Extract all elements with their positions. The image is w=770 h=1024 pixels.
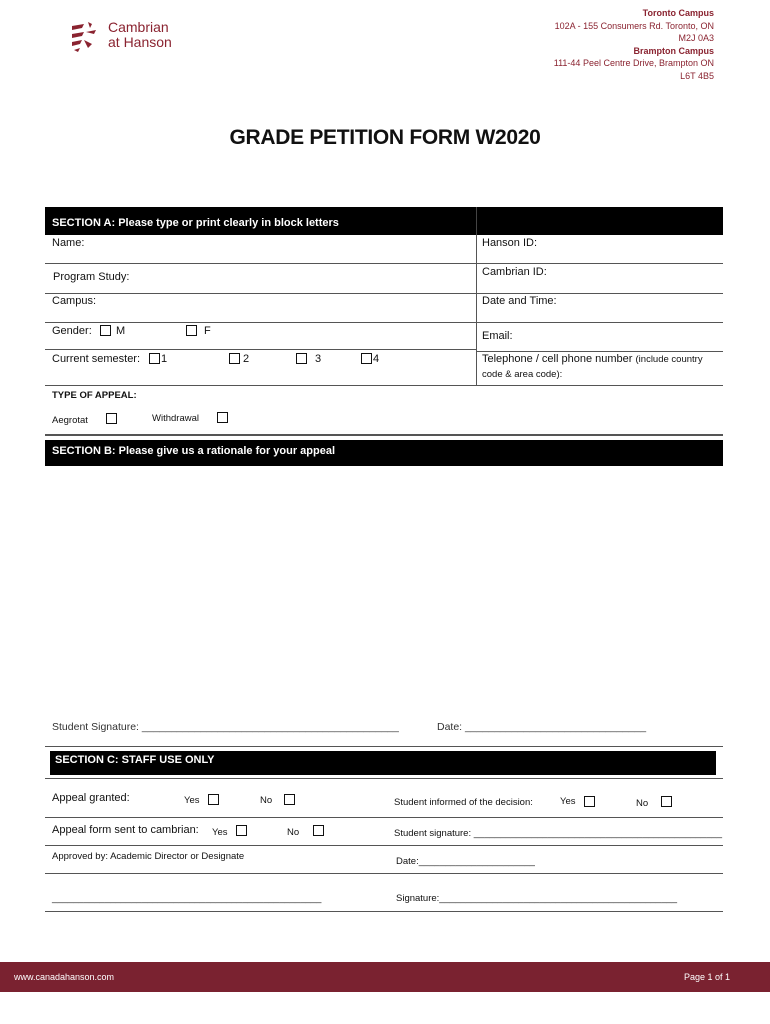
section-b-header: [45, 440, 723, 466]
sent-no-checkbox[interactable]: [313, 825, 324, 836]
approval-date-line[interactable]: Date:______________________: [396, 856, 535, 867]
appeal-granted-yes-label: Yes: [184, 795, 200, 806]
campus-label: Campus:: [52, 295, 97, 307]
approval-signature-line[interactable]: Signature:_____________________________________________: [396, 893, 678, 904]
semester-4-label: 4: [373, 353, 380, 365]
section-c-header-text: SECTION C: STAFF USE ONLY: [55, 754, 215, 766]
section-a-header-text: SECTION A: Please type or print clearly in block letters: [52, 217, 339, 229]
semester-2-checkbox[interactable]: [229, 353, 240, 364]
aegrotat-label: Aegrotat: [52, 415, 88, 426]
current-semester-label: Current semester:: [52, 353, 141, 365]
gender-m-label: M: [116, 325, 126, 337]
withdrawal-label: Withdrawal: [152, 413, 199, 424]
gender-m-checkbox[interactable]: [100, 325, 111, 336]
approver-line[interactable]: ___________________________________________________: [52, 893, 322, 904]
sent-yes-checkbox[interactable]: [236, 825, 247, 836]
student-informed-no-checkbox[interactable]: [661, 796, 672, 807]
section-a-bottom-border: [45, 434, 723, 436]
toronto-address-line-2: M2J 0A3: [678, 33, 714, 43]
student-signature-staff-line[interactable]: Student signature: _______________________________________________: [394, 828, 723, 839]
student-informed-no-label: No: [636, 798, 649, 809]
semester-2-label: 2: [243, 353, 250, 365]
program-study-label: Program Study:: [53, 271, 130, 283]
rationale-area[interactable]: [45, 466, 723, 711]
telephone-note-2: code & area code):: [482, 369, 563, 380]
footer-website-link[interactable]: www.canadahanson.com: [14, 972, 115, 982]
divider: [45, 845, 723, 846]
student-informed-yes-checkbox[interactable]: [584, 796, 595, 807]
divider: [45, 911, 723, 912]
header-divider: [476, 207, 477, 235]
row-divider: [476, 351, 723, 352]
gender-f-label: F: [204, 325, 211, 337]
divider: [45, 778, 723, 779]
section-a-header: [45, 207, 723, 235]
appeal-granted-no-label: No: [260, 795, 273, 806]
aegrotat-checkbox[interactable]: [106, 413, 117, 424]
telephone-label: [482, 353, 703, 365]
appeal-granted-label: Appeal granted:: [52, 792, 130, 804]
cambrian-id-label: Cambrian ID:: [482, 266, 547, 278]
form-title: GRADE PETITION FORM W2020: [229, 126, 541, 149]
telephone-label-text: Telephone / cell phone number: [482, 353, 633, 365]
section-c-header: [50, 751, 716, 775]
campus-addresses: [554, 7, 714, 82]
divider: [45, 817, 723, 818]
email-label: Email:: [482, 330, 513, 342]
student-informed-yes-label: Yes: [560, 796, 576, 807]
footer-page-number: Page 1 of 1: [683, 972, 730, 982]
logo-text: [108, 20, 172, 50]
section-b-header-text: SECTION B: Please give us a rationale for your appeal: [52, 445, 336, 457]
sent-to-cambrian-label: Appeal form sent to cambrian:: [52, 824, 199, 836]
semester-1-label: 1: [161, 353, 168, 365]
row-divider: [45, 263, 723, 264]
row-divider: [45, 322, 723, 323]
row-divider: [45, 385, 723, 386]
hanson-id-label: Hanson ID:: [482, 237, 538, 249]
toronto-address-line-1: 102A - 155 Consumers Rd. Toronto, ON: [554, 20, 714, 31]
appeal-granted-yes-checkbox[interactable]: [208, 794, 219, 805]
gender-f-checkbox[interactable]: [186, 325, 197, 336]
row-divider: [45, 293, 723, 294]
date-time-label: Date and Time:: [482, 295, 557, 307]
semester-1-checkbox[interactable]: [149, 353, 160, 364]
brampton-address-line-1: 111-44 Peel Centre Drive, Brampton ON: [553, 58, 714, 68]
telephone-note: (include country: [635, 354, 703, 365]
divider: [45, 746, 723, 747]
sent-yes-label: Yes: [212, 827, 228, 838]
semester-3-checkbox[interactable]: [296, 353, 307, 364]
approved-by-label: Approved by: Academic Director or Designate: [52, 851, 245, 862]
student-signature-line[interactable]: Student Signature: ____________________________________________: [52, 721, 399, 733]
withdrawal-checkbox[interactable]: [217, 412, 228, 423]
brampton-address-line-2: L6T 4B5: [680, 70, 714, 81]
semester-3-label: 3: [315, 353, 322, 365]
semester-4-checkbox[interactable]: [361, 353, 372, 364]
cambrian-logo-mark-icon: [70, 20, 102, 54]
student-informed-label: Student informed of the decision:: [394, 797, 533, 808]
brampton-campus-title: Brampton Campus: [633, 45, 714, 56]
cambrian-logo: [70, 18, 200, 56]
section-a-column-divider: [476, 235, 477, 385]
name-label: Name:: [52, 237, 85, 249]
student-date-line[interactable]: Date: _______________________________: [437, 721, 647, 733]
logo-line-2: at Hanson: [108, 34, 172, 50]
logo-line-1: Cambrian: [108, 19, 169, 35]
sent-no-label: No: [287, 827, 300, 838]
toronto-campus-title: Toronto Campus: [642, 8, 714, 18]
gender-label: Gender:: [52, 325, 92, 337]
row-divider: [45, 349, 476, 350]
divider: [45, 873, 723, 874]
appeal-granted-no-checkbox[interactable]: [284, 794, 295, 805]
type-of-appeal-label: TYPE OF APPEAL:: [52, 390, 137, 401]
page-footer: [0, 962, 770, 992]
